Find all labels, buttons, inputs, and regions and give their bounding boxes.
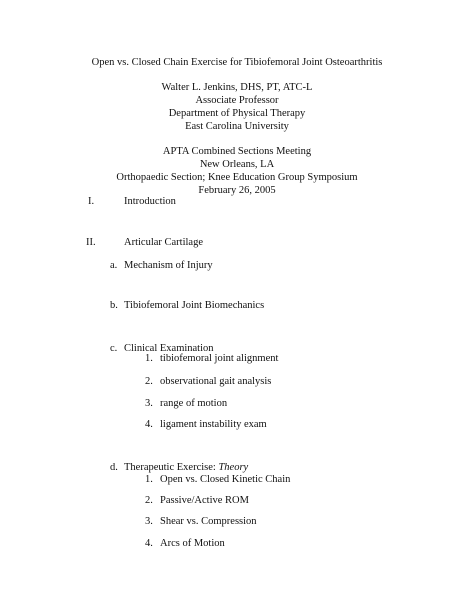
- author-university: East Carolina University: [185, 121, 289, 132]
- document-title: Open vs. Closed Chain Exercise for Tibiofemoral Joint Osteoarthritis: [91, 57, 383, 68]
- section-numeral: II.: [86, 237, 96, 248]
- outline-item-tibiofemoral-biomechanics: Tibiofemoral Joint Biomechanics: [124, 300, 265, 311]
- author-department: Department of Physical Therapy: [168, 108, 306, 119]
- outline-letter: c.: [110, 343, 118, 354]
- outline-item-mechanism-of-injury: Mechanism of Injury: [124, 260, 213, 271]
- outline-subitem: Passive/Active ROM: [160, 495, 249, 506]
- outline-item-clinical-examination: Clinical Examination: [124, 343, 214, 354]
- outline-item-label: Therapeutic Exercise:: [124, 462, 219, 473]
- outline-subitem-number: 3.: [145, 516, 153, 527]
- outline-subitem-number: 3.: [145, 398, 153, 409]
- outline-letter: a.: [110, 260, 118, 271]
- outline-subitem: Arcs of Motion: [160, 538, 225, 549]
- outline-subitem-number: 1.: [145, 474, 153, 485]
- event-location: New Orleans, LA: [199, 159, 275, 170]
- outline-subitem-number: 1.: [145, 353, 153, 364]
- section-heading-introduction: Introduction: [124, 196, 176, 207]
- section-heading-articular-cartilage: Articular Cartilage: [124, 237, 204, 248]
- outline-subitem: tibiofemoral joint alignment: [160, 353, 279, 364]
- section-numeral: I.: [88, 196, 95, 207]
- event-meeting: APTA Combined Sections Meeting: [162, 146, 312, 157]
- outline-subitem-number: 2.: [145, 495, 153, 506]
- author-position: Associate Professor: [195, 95, 279, 106]
- outline-subitem-number: 4.: [145, 419, 153, 430]
- event-date: February 26, 2005: [198, 185, 276, 196]
- outline-subitem: range of motion: [160, 398, 228, 409]
- author-name: Walter L. Jenkins, DHS, PT, ATC-L: [161, 82, 313, 93]
- outline-subitem-number: 4.: [145, 538, 153, 549]
- outline-item-emphasis: Theory: [218, 462, 249, 473]
- outline-subitem: Shear vs. Compression: [160, 516, 257, 527]
- outline-subitem: Open vs. Closed Kinetic Chain: [160, 474, 291, 485]
- outline-letter: d.: [110, 462, 118, 473]
- event-section: Orthopaedic Section; Knee Education Group Symposium: [116, 172, 358, 183]
- outline-subitem-number: 2.: [145, 376, 153, 387]
- outline-letter: b.: [110, 300, 118, 311]
- outline-subitem: observational gait analysis: [160, 376, 272, 387]
- outline-subitem: ligament instability exam: [160, 419, 267, 430]
